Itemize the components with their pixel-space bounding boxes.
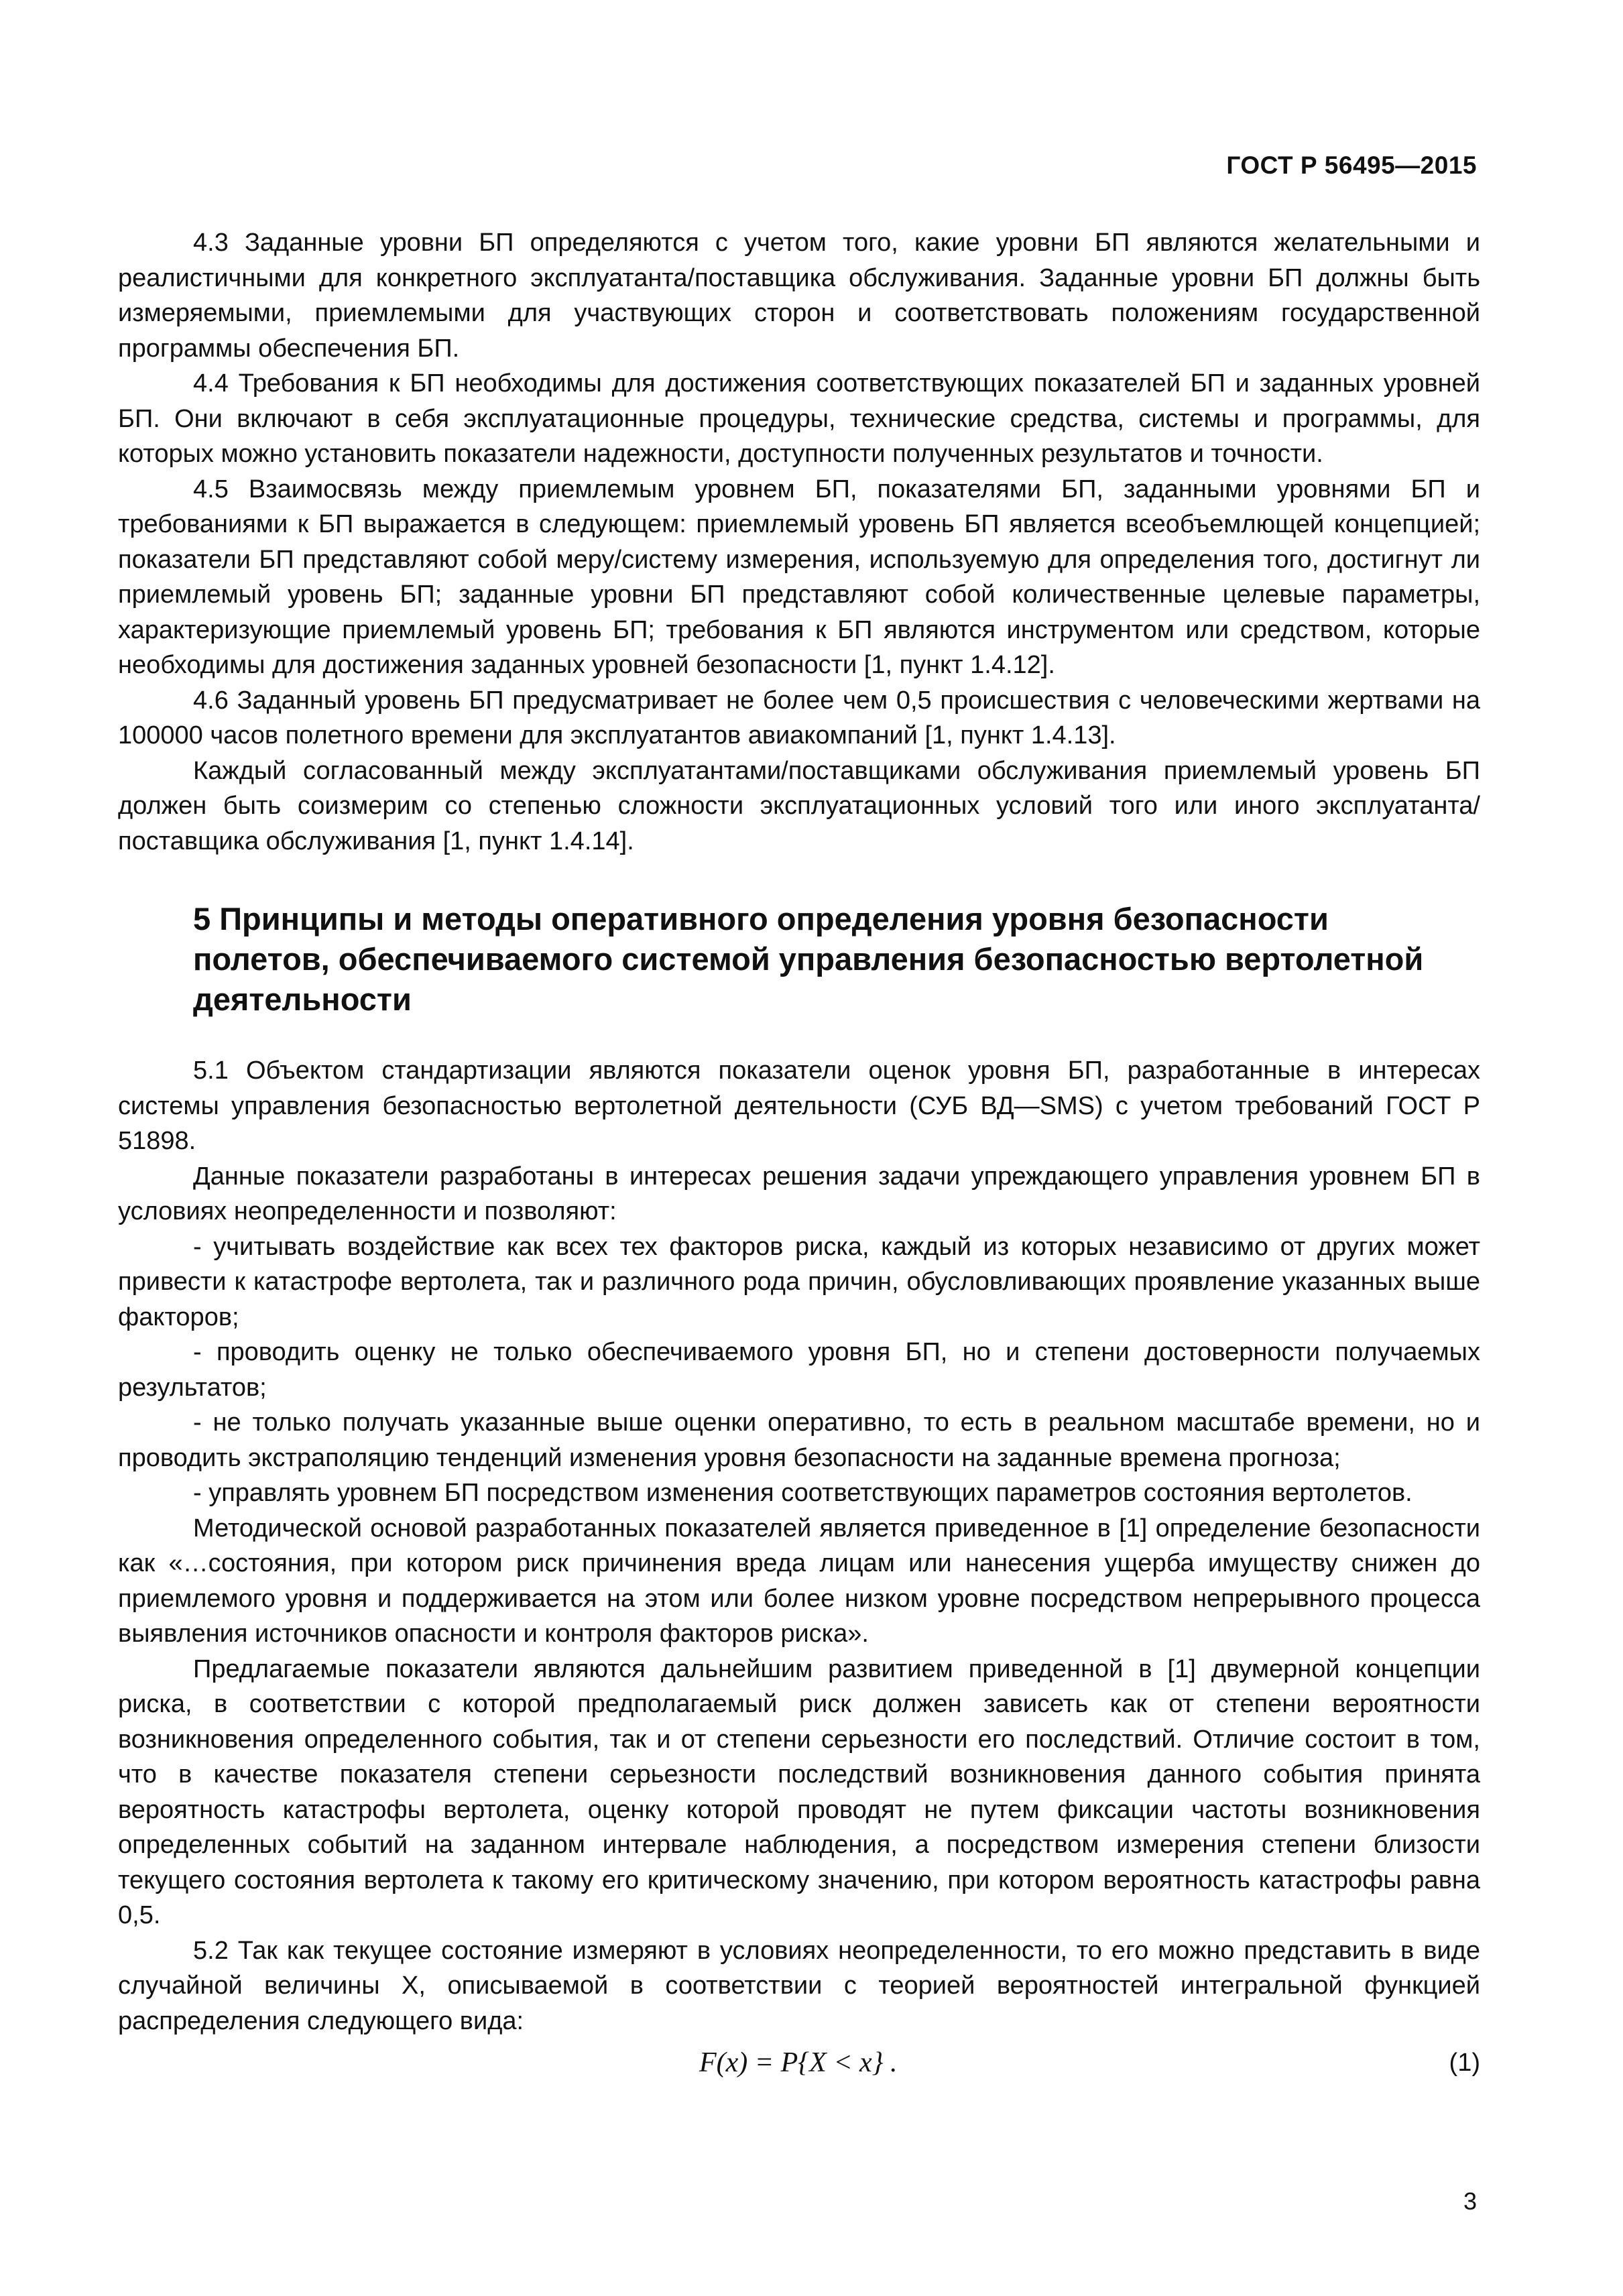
paragraph-indicators: Данные показатели разработаны в интересах решения задачи упреждающего управления уровнем БП в условиях неопределенности и позволяют: [118,1162,1480,1225]
paragraph-5-1: 5.1 Объектом стандартизации являются показатели оценок уровня БП, разработанные в интересах системы управления безопасностью вертолетной деятельности (СУБ ВД—SMS) с учетом требований ГОСТ Р 51898. [118,1056,1480,1155]
section-5-heading: 5 Принципы и методы оперативного определения уровня безопасности полетов, обеспечиваемого системой управления безопасностью вертолетной деятельности [193,901,1424,1017]
document-code: ГОСТ Р 56495—2015 [1226,152,1477,179]
page-content [118,225,1480,2086]
spacer [118,1020,1480,1053]
page-number: 3 [1463,2187,1477,2215]
paragraph-5-2: 5.2 Так как текущее состояние измеряют в условиях неопределенности, то его можно представить в виде случайной величины X, описываемой в соответствии с теорией вероятностей интегральной функцией распределения следующего вида: [118,1936,1480,2035]
paragraph-4-6: 4.6 Заданный уровень БП предусматривает не более чем 0,5 происшествия с человеческими жертвами на 100000 часов полетного времени для эксплуатантов авиакомпаний [1, пункт 1.4.13]. [118,686,1480,749]
paragraph-4-3: 4.3 Заданные уровни БП определяются с учетом того, какие уровни БП являются желательными и реалистичными для конкретного эксплуатанта/поставщика обслуживания. Заданные уровни БП должны быть измеряемыми, приемлемыми для участвующих сторон и соответствовать положениям государственной программы обеспечения БП. [118,229,1480,363]
list-item: - не только получать указанные выше оценки оперативно, то есть в реальном масштабе времени, но и проводить экстраполяцию тенденций изменения уровня безопасности на заданные времена прогноза; [118,1408,1480,1472]
formula-row [118,2045,1480,2086]
formula: F(x) = P{X < x} . [699,2047,898,2078]
list-item: - учитывать воздействие как всех тех факторов риска, каждый из которых независимо от других может привести к катастрофе вертолета, так и различного рода причин, обусловливающих проявление указанных выше факторов; [118,1232,1480,1331]
paragraph-proposed-indicators: Предлагаемые показатели являются дальнейшим развитием приведенной в [1] двумерной концепции риска, в соответствии с которой предполагаемый риск должен зависеть как от степени вероятности возникновения определенного события, так и от степени серьезности его последствий. Отличие состоит в том, что в качестве показателя степени серьезности последствий возникновения данного события принята вероятность катастрофы вертолета, оценку которой проводят не путем фиксации частоты возникновения определенных событий на заданном интервале наблюдения, а посредством измерения степени близости текущего состояния вертолета к такому его критическому значению, при котором вероятность катастрофы равна 0,5. [118,1654,1480,1929]
paragraph-4-5: 4.5 Взаимосвязь между приемлемым уровнем БП, показателями БП, заданными уровнями БП и требованиями к БП выражается в следующем: приемлемый уровень БП является всеобъемлющей концепцией; показатели БП представляют собой меру/систему измерения, используемую для определения того, достигнут ли приемлемый уровень БП; заданные уровни БП представляют собой количественные целевые параметры, характеризующие приемлемый уровень БП; требования к БП являются инструментом или средством, которые необходимы для достижения заданных уровней безопасности [1, пункт 1.4.12]. [118,475,1480,679]
paragraph-acceptable-level: Каждый согласованный между эксплуатантами/поставщиками обслуживания приемлемый уровень БП должен быть соизмерим со степенью сложности эксплуатационных условий того или иного эксплуатанта/поставщика обслуживания [1, пункт 1.4.14]. [118,756,1480,855]
list-item: - проводить оценку не только обеспечиваемого уровня БП, но и степени достоверности получаемых результатов; [118,1338,1480,1402]
spacer [118,859,1480,899]
list-item: - управлять уровнем БП посредством изменения соответствующих параметров состояния вертолетов. [193,1479,1412,1507]
paragraph-methodology: Методической основой разработанных показателей является приведенное в [1] определение безопасности как «…состояния, при котором риск причинения вреда лицам или нанесения ущерба имуществу снижен до приемлемого уровня и поддерживается на этом или более низком уровне посредством непрерывного процесса выявления источников опасности и контроля факторов риска». [118,1514,1480,1648]
formula-number: (1) [1449,2049,1480,2077]
paragraph-4-4: 4.4 Требования к БП необходимы для достижения соответствующих показателей БП и заданных уровней БП. Они включают в себя эксплуатационные процедуры, технические средства, системы и программы, для которых можно установить показатели надежности, доступности полученных результатов и точности. [118,369,1480,468]
